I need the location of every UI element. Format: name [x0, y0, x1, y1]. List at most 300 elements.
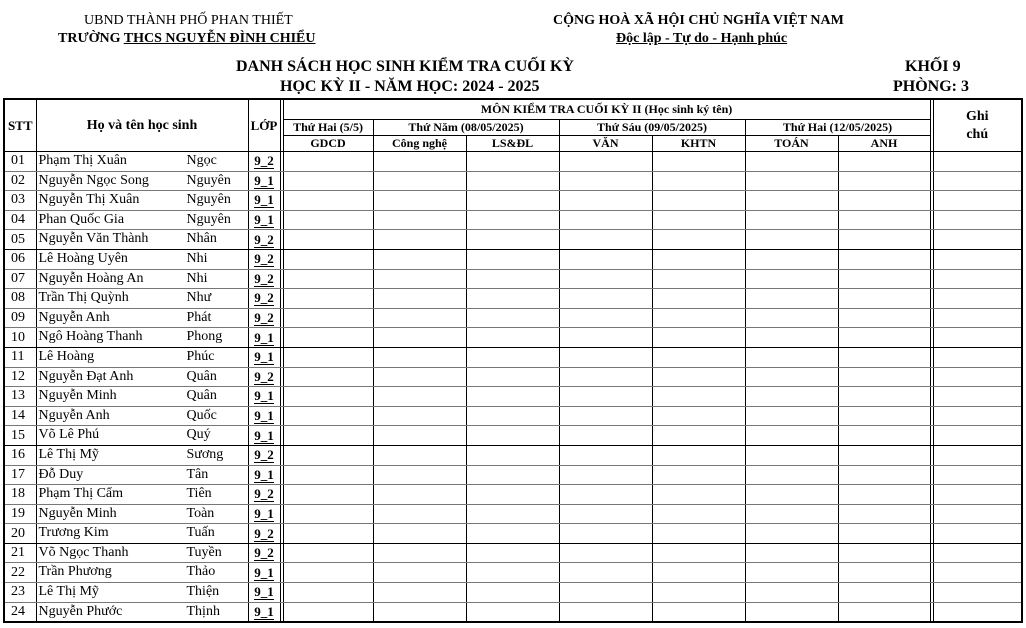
signature-cell[interactable]	[652, 230, 745, 250]
signature-cell[interactable]	[838, 583, 930, 603]
table-row	[4, 210, 1022, 230]
signature-cell[interactable]	[652, 504, 745, 524]
row-last-name: Lê Hoàng Uyên	[38, 250, 128, 266]
note-cell[interactable]	[933, 308, 1022, 328]
signature-cell[interactable]	[838, 230, 930, 250]
signature-cell[interactable]	[373, 210, 466, 230]
signature-cell[interactable]	[745, 328, 838, 348]
signature-cell[interactable]	[283, 504, 373, 524]
signature-cell[interactable]	[559, 602, 652, 622]
signature-cell[interactable]	[559, 152, 652, 172]
row-stt: 05	[4, 230, 36, 250]
signature-cell[interactable]	[466, 308, 559, 328]
signature-cell[interactable]	[559, 504, 652, 524]
row-stt: 06	[4, 249, 36, 269]
signature-cell[interactable]	[745, 171, 838, 191]
signature-cell[interactable]	[283, 230, 373, 250]
signature-cell[interactable]	[466, 465, 559, 485]
signature-cell[interactable]	[283, 328, 373, 348]
row-class	[248, 602, 280, 622]
signature-cell[interactable]	[466, 543, 559, 563]
row-class-text: 9_1	[254, 388, 274, 404]
signature-cell[interactable]	[466, 445, 559, 465]
row-first-name: Nguyên	[186, 192, 231, 208]
note-cell[interactable]	[933, 210, 1022, 230]
row-class	[248, 171, 280, 191]
signature-cell[interactable]	[466, 328, 559, 348]
signature-cell[interactable]	[283, 563, 373, 583]
signature-cell[interactable]	[745, 152, 838, 172]
signature-cell[interactable]	[466, 426, 559, 446]
table-row	[4, 602, 1022, 622]
signature-cell[interactable]	[559, 230, 652, 250]
signature-cell[interactable]	[838, 367, 930, 387]
signature-cell[interactable]	[652, 426, 745, 446]
row-class	[248, 347, 280, 367]
signature-cell[interactable]	[373, 524, 466, 544]
header-subject-cong-nghe: Công nghệ	[373, 136, 466, 152]
note-cell[interactable]	[933, 524, 1022, 544]
signature-cell[interactable]	[838, 171, 930, 191]
signature-cell[interactable]	[373, 230, 466, 250]
row-student-name	[36, 465, 248, 485]
row-class-text: 9_1	[254, 427, 274, 443]
signature-cell[interactable]	[466, 367, 559, 387]
signature-cell[interactable]	[466, 583, 559, 603]
row-last-name: Trương Kim	[38, 525, 109, 541]
signature-cell[interactable]	[373, 171, 466, 191]
student-rows	[4, 152, 1022, 623]
signature-cell[interactable]	[373, 465, 466, 485]
signature-cell[interactable]	[652, 269, 745, 289]
signature-cell[interactable]	[466, 210, 559, 230]
signature-cell[interactable]	[838, 445, 930, 465]
note-cell[interactable]	[933, 289, 1022, 309]
signature-cell[interactable]	[745, 563, 838, 583]
row-first-name: Nguyên	[186, 172, 231, 188]
signature-cell[interactable]	[283, 347, 373, 367]
signature-cell[interactable]	[745, 269, 838, 289]
note-cell[interactable]	[933, 426, 1022, 446]
note-cell[interactable]	[933, 485, 1022, 505]
header-subject-khtn: KHTN	[652, 136, 745, 152]
signature-cell[interactable]	[373, 602, 466, 622]
table-row	[4, 485, 1022, 505]
row-first-name: Ngọc	[186, 153, 217, 168]
note-cell[interactable]	[933, 583, 1022, 603]
signature-cell[interactable]	[283, 406, 373, 426]
row-class-text: 9_2	[254, 251, 274, 267]
signature-cell[interactable]	[838, 387, 930, 407]
row-student-name	[36, 269, 248, 289]
row-first-name: Thịnh	[186, 603, 220, 619]
row-first-name: Thiện	[186, 584, 220, 600]
signature-cell[interactable]	[559, 524, 652, 544]
note-cell[interactable]	[933, 543, 1022, 563]
signature-cell[interactable]	[466, 563, 559, 583]
header-exam-group: MÔN KIỂM TRA CUỐI KỲ II (Học sinh ký tên)	[283, 99, 930, 120]
row-stt: 24	[4, 602, 36, 622]
note-cell[interactable]	[933, 602, 1022, 622]
row-stt: 07	[4, 269, 36, 289]
row-first-name: Phong	[186, 329, 223, 345]
signature-cell[interactable]	[838, 210, 930, 230]
signature-cell[interactable]	[466, 191, 559, 211]
row-last-name: Võ Ngọc Thanh	[38, 544, 129, 560]
row-first-name: Thảo	[186, 564, 216, 580]
signature-cell[interactable]	[466, 347, 559, 367]
row-class-text: 9_1	[254, 564, 274, 580]
note-cell[interactable]	[933, 191, 1022, 211]
note-cell[interactable]	[933, 445, 1022, 465]
signature-cell[interactable]	[466, 387, 559, 407]
signature-cell[interactable]	[652, 289, 745, 309]
signature-cell[interactable]	[559, 543, 652, 563]
row-class-text: 9_1	[254, 329, 274, 345]
row-last-name: Lê Thị Mỹ	[38, 446, 99, 462]
signature-cell[interactable]	[283, 249, 373, 269]
signature-cell[interactable]	[559, 249, 652, 269]
signature-cell[interactable]	[466, 406, 559, 426]
signature-cell[interactable]	[283, 543, 373, 563]
room-label: PHÒNG: 3	[893, 78, 969, 95]
document-subtitle: HỌC KỲ II - NĂM HỌC: 2024 - 2025	[280, 78, 540, 95]
row-stt: 04	[4, 210, 36, 230]
row-student-name	[36, 504, 248, 524]
signature-cell[interactable]	[838, 289, 930, 309]
signature-cell[interactable]	[745, 504, 838, 524]
signature-cell[interactable]	[652, 563, 745, 583]
signature-cell[interactable]	[745, 543, 838, 563]
row-student-name	[36, 583, 248, 603]
signature-cell[interactable]	[559, 210, 652, 230]
signature-cell[interactable]	[652, 171, 745, 191]
school-name-underlined: THCS NGUYỄN ĐÌNH CHIỂU	[123, 31, 316, 46]
signature-cell[interactable]	[283, 269, 373, 289]
signature-cell[interactable]	[466, 249, 559, 269]
table-row	[4, 406, 1022, 426]
signature-cell[interactable]	[745, 230, 838, 250]
signature-cell[interactable]	[745, 602, 838, 622]
row-last-name: Nguyễn Anh	[38, 407, 110, 423]
signature-cell[interactable]	[838, 308, 930, 328]
signature-cell[interactable]	[283, 171, 373, 191]
table-row	[4, 543, 1022, 563]
signature-cell[interactable]	[466, 602, 559, 622]
row-student-name	[36, 347, 248, 367]
signature-cell[interactable]	[745, 249, 838, 269]
signature-cell[interactable]	[283, 152, 373, 172]
signature-cell[interactable]	[466, 230, 559, 250]
row-first-name: Quân	[186, 388, 217, 404]
signature-cell[interactable]	[559, 485, 652, 505]
table-row	[4, 563, 1022, 583]
row-class-text: 9_1	[254, 505, 274, 521]
row-class-text: 9_2	[254, 447, 274, 463]
signature-cell[interactable]	[559, 426, 652, 446]
signature-cell[interactable]	[283, 191, 373, 211]
signature-cell[interactable]	[559, 328, 652, 348]
signature-cell[interactable]	[652, 445, 745, 465]
table-row	[4, 583, 1022, 603]
note-cell[interactable]	[933, 367, 1022, 387]
signature-cell[interactable]	[652, 602, 745, 622]
signature-cell[interactable]	[373, 308, 466, 328]
signature-cell[interactable]	[745, 308, 838, 328]
row-student-name	[36, 485, 248, 505]
row-stt: 22	[4, 563, 36, 583]
row-last-name: Nguyễn Ngọc Song	[38, 172, 149, 188]
row-last-name: Phạm Thị Xuân	[38, 153, 127, 168]
note-cell[interactable]	[933, 504, 1022, 524]
table-row	[4, 504, 1022, 524]
row-class	[248, 445, 280, 465]
grade-label: KHỐI 9	[905, 58, 961, 75]
signature-cell[interactable]	[652, 406, 745, 426]
signature-cell[interactable]	[652, 191, 745, 211]
signature-cell[interactable]	[838, 269, 930, 289]
signature-cell[interactable]	[838, 152, 930, 172]
signature-cell[interactable]	[838, 249, 930, 269]
signature-cell[interactable]	[466, 269, 559, 289]
signature-cell[interactable]	[373, 445, 466, 465]
row-class	[248, 387, 280, 407]
org-name: UBND THÀNH PHỐ PHAN THIẾT	[84, 13, 293, 28]
signature-cell[interactable]	[745, 406, 838, 426]
signature-cell[interactable]	[466, 289, 559, 309]
signature-cell[interactable]	[373, 543, 466, 563]
signature-cell[interactable]	[283, 485, 373, 505]
signature-cell[interactable]	[559, 347, 652, 367]
row-first-name: Nhi	[186, 270, 208, 286]
signature-cell[interactable]	[838, 426, 930, 446]
row-class-text: 9_1	[254, 466, 274, 482]
note-cell[interactable]	[933, 328, 1022, 348]
signature-cell[interactable]	[559, 465, 652, 485]
signature-cell[interactable]	[745, 485, 838, 505]
table-row	[4, 171, 1022, 191]
note-cell[interactable]	[933, 387, 1022, 407]
row-class	[248, 328, 280, 348]
row-student-name	[36, 289, 248, 309]
signature-cell[interactable]	[283, 308, 373, 328]
row-stt: 17	[4, 465, 36, 485]
row-class	[248, 543, 280, 563]
row-student-name	[36, 543, 248, 563]
signature-cell[interactable]	[283, 210, 373, 230]
signature-cell[interactable]	[373, 504, 466, 524]
row-stt: 14	[4, 406, 36, 426]
signature-cell[interactable]	[838, 602, 930, 622]
row-stt: 12	[4, 367, 36, 387]
row-stt: 10	[4, 328, 36, 348]
signature-cell[interactable]	[373, 328, 466, 348]
signature-cell[interactable]	[373, 406, 466, 426]
signature-cell[interactable]	[652, 387, 745, 407]
signature-cell[interactable]	[652, 308, 745, 328]
signature-cell[interactable]	[559, 445, 652, 465]
signature-cell[interactable]	[652, 465, 745, 485]
signature-cell[interactable]	[745, 289, 838, 309]
signature-cell[interactable]	[652, 328, 745, 348]
row-stt: 09	[4, 308, 36, 328]
signature-cell[interactable]	[559, 583, 652, 603]
signature-cell[interactable]	[559, 171, 652, 191]
note-cell[interactable]	[933, 347, 1022, 367]
signature-cell[interactable]	[652, 210, 745, 230]
row-stt: 13	[4, 387, 36, 407]
row-last-name: Lê Thị Mỹ	[38, 584, 99, 600]
header-day-2: Thứ Năm (08/05/2025)	[373, 120, 559, 136]
signature-cell[interactable]	[745, 347, 838, 367]
row-last-name: Nguyễn Anh	[38, 309, 110, 325]
signature-cell[interactable]	[283, 583, 373, 603]
signature-cell[interactable]	[559, 406, 652, 426]
note-cell[interactable]	[933, 269, 1022, 289]
signature-cell[interactable]	[283, 387, 373, 407]
signature-cell[interactable]	[745, 367, 838, 387]
signature-cell[interactable]	[373, 367, 466, 387]
signature-cell[interactable]	[838, 485, 930, 505]
signature-cell[interactable]	[283, 426, 373, 446]
row-class-text: 9_2	[254, 310, 274, 326]
signature-cell[interactable]	[559, 191, 652, 211]
signature-cell[interactable]	[283, 524, 373, 544]
signature-cell[interactable]	[466, 504, 559, 524]
signature-cell[interactable]	[652, 249, 745, 269]
signature-cell[interactable]	[373, 289, 466, 309]
signature-cell[interactable]	[559, 289, 652, 309]
signature-cell[interactable]	[838, 465, 930, 485]
note-cell[interactable]	[933, 465, 1022, 485]
signature-cell[interactable]	[559, 269, 652, 289]
signature-cell[interactable]	[283, 367, 373, 387]
signature-cell[interactable]	[652, 367, 745, 387]
signature-cell[interactable]	[652, 524, 745, 544]
signature-cell[interactable]	[466, 171, 559, 191]
row-student-name	[36, 524, 248, 544]
signature-cell[interactable]	[838, 347, 930, 367]
signature-cell[interactable]	[283, 602, 373, 622]
signature-cell[interactable]	[559, 308, 652, 328]
signature-cell[interactable]	[373, 152, 466, 172]
row-class	[248, 367, 280, 387]
row-class	[248, 563, 280, 583]
row-class	[248, 191, 280, 211]
signature-cell[interactable]	[373, 563, 466, 583]
signature-cell[interactable]	[838, 563, 930, 583]
signature-cell[interactable]	[838, 524, 930, 544]
row-student-name	[36, 563, 248, 583]
signature-cell[interactable]	[745, 426, 838, 446]
signature-cell[interactable]	[745, 583, 838, 603]
signature-cell[interactable]	[466, 152, 559, 172]
signature-cell[interactable]	[652, 583, 745, 603]
header-subject-toan: TOÁN	[745, 136, 838, 152]
row-last-name: Nguyễn Minh	[38, 505, 117, 521]
signature-cell[interactable]	[559, 563, 652, 583]
signature-cell[interactable]	[373, 249, 466, 269]
row-last-name: Phan Quốc Gia	[38, 211, 125, 227]
row-first-name: Phúc	[186, 348, 215, 364]
row-class	[248, 465, 280, 485]
signature-cell[interactable]	[745, 445, 838, 465]
row-first-name: Nguyên	[186, 211, 231, 227]
signature-cell[interactable]	[559, 387, 652, 407]
signature-cell[interactable]	[745, 524, 838, 544]
signature-cell[interactable]	[745, 465, 838, 485]
signature-cell[interactable]	[652, 347, 745, 367]
signature-cell[interactable]	[373, 485, 466, 505]
signature-cell[interactable]	[838, 543, 930, 563]
signature-cell[interactable]	[745, 387, 838, 407]
row-class-text: 9_1	[254, 408, 274, 424]
note-cell[interactable]	[933, 563, 1022, 583]
signature-cell[interactable]	[466, 524, 559, 544]
signature-cell[interactable]	[838, 191, 930, 211]
row-last-name: Đỗ Duy	[38, 466, 84, 482]
row-class	[248, 230, 280, 250]
signature-cell[interactable]	[283, 445, 373, 465]
row-class-text: 9_2	[254, 153, 274, 169]
row-student-name	[36, 249, 248, 269]
row-first-name: Sương	[186, 446, 224, 462]
signature-cell[interactable]	[373, 387, 466, 407]
note-cell[interactable]	[933, 152, 1022, 172]
signature-cell[interactable]	[652, 152, 745, 172]
row-class	[248, 485, 280, 505]
signature-cell[interactable]	[373, 191, 466, 211]
signature-cell[interactable]	[373, 269, 466, 289]
row-class-text: 9_2	[254, 290, 274, 306]
row-last-name: Nguyễn Phước	[38, 603, 123, 619]
header-stt: STT	[4, 99, 36, 152]
row-first-name: Tân	[186, 466, 209, 482]
signature-cell[interactable]	[745, 191, 838, 211]
signature-cell[interactable]	[466, 485, 559, 505]
row-class-text: 9_1	[254, 192, 274, 208]
row-stt: 20	[4, 524, 36, 544]
note-cell[interactable]	[933, 249, 1022, 269]
signature-cell[interactable]	[838, 328, 930, 348]
row-stt: 08	[4, 289, 36, 309]
signature-cell[interactable]	[373, 426, 466, 446]
signature-cell[interactable]	[373, 583, 466, 603]
nation-title: CỘNG HOÀ XÃ HỘI CHỦ NGHĨA VIỆT NAM	[553, 13, 844, 28]
note-cell[interactable]	[933, 230, 1022, 250]
school-prefix: TRƯỜNG	[58, 31, 124, 46]
signature-cell[interactable]	[652, 485, 745, 505]
table-row	[4, 465, 1022, 485]
row-last-name: Ngô Hoàng Thanh	[38, 329, 143, 345]
table-row	[4, 387, 1022, 407]
signature-cell[interactable]	[838, 504, 930, 524]
row-student-name	[36, 602, 248, 622]
signature-cell[interactable]	[838, 406, 930, 426]
signature-cell[interactable]	[283, 289, 373, 309]
signature-cell[interactable]	[283, 465, 373, 485]
row-first-name: Tiên	[186, 486, 212, 502]
note-cell[interactable]	[933, 406, 1022, 426]
signature-cell[interactable]	[652, 543, 745, 563]
signature-cell[interactable]	[373, 347, 466, 367]
row-student-name	[36, 308, 248, 328]
signature-cell[interactable]	[559, 367, 652, 387]
table-row	[4, 230, 1022, 250]
note-cell[interactable]	[933, 171, 1022, 191]
signature-cell[interactable]	[745, 210, 838, 230]
header-day-3: Thứ Sáu (09/05/2025)	[559, 120, 745, 136]
